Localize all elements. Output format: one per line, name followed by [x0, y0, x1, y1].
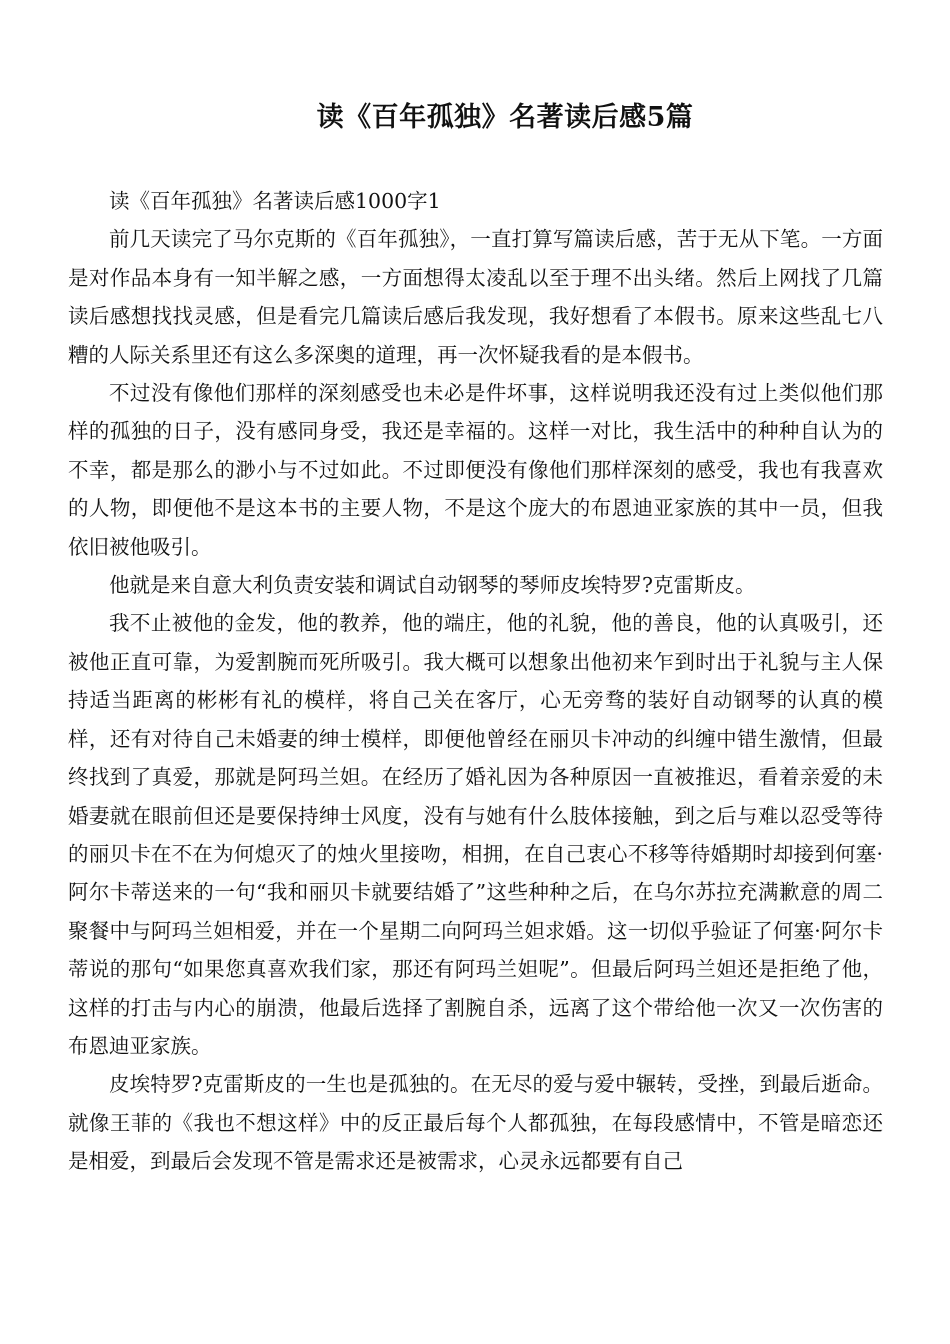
- document-body: [68, 182, 883, 1181]
- paragraph: 皮埃特罗?克雷斯皮的一生也是孤独的。在无尽的爱与爱中辗转，受挫，到最后逝命。就像王菲的《我也不想这样》中的反正最后每个人都孤独，在每段感情中，不管是暗恋还是相爱，到最后会发现不管是需求还是被需求，心灵永远都要有自己: [68, 1072, 883, 1174]
- document-title: 读《百年孤独》名著读后感5篇: [316, 102, 694, 133]
- paragraph: 我不止被他的金发，他的教养，他的端庄，他的礼貌，他的善良，他的认真吸引，还被他正直可靠，为爱割腕而死所吸引。我大概可以想象出他初来乍到时出于礼貌与主人保持适当距离的彬彬有礼的模样，将自己关在客厅，心无旁骛的装好自动钢琴的认真的模样，还有对待自己未婚妻的绅士模样，即便他曾经在丽贝卡冲动的纠缠中错生激情，但最终找到了真爱，那就是阿玛兰妲。在经历了婚礼因为各种原因一直被推迟，看着亲爱的未婚妻就在眼前但还是要保持绅士风度，没有与她有什么肢体接触，到之后与难以忍受等待的丽贝卡在不在为何熄灭了的烛火里接吻，相拥，在自己衷心不移等待婚期时却接到何塞·阿尔卡蒂送来的一句“我和丽贝卡就要结婚了”这些种种之后，在乌尔苏拉充满歉意的周二聚餐中与阿玛兰妲相爱，并在一个星期二向阿玛兰妲求婚。这一切似乎验证了何塞·阿尔卡蒂说的那句“如果您真喜欢我们家，那还有阿玛兰妲呢”。但最后阿玛兰妲还是拒绝了他，这样的打击与内心的崩溃，他最后选择了割腕自杀，远离了这个带给他一次又一次伤害的布恩迪亚家族。: [68, 611, 883, 1058]
- paragraph: 前几天读完了马尔克斯的《百年孤独》，一直打算写篇读后感，苦于无从下笔。一方面是对作品本身有一知半解之感，一方面想得太凌乱以至于理不出头绪。然后上网找了几篇读后感想找找灵感，但是看完几篇读后感后我发现，我好想看了本假书。原来这些乱七八糟的人际关系里还有这么多深奥的道理，再一次怀疑我看的是本假书。: [68, 227, 883, 367]
- paragraph: 他就是来自意大利负责安装和调试自动钢琴的琴师皮埃特罗?克雷斯皮。: [109, 573, 756, 598]
- section-heading: 读《百年孤独》名著读后感1000字1: [109, 189, 441, 213]
- paragraph: 不过没有像他们那样的深刻感受也未必是件坏事，这样说明我还没有过上类似他们那样的孤独的日子，没有感同身受，我还是幸福的。这样一对比，我生活中的种种自认为的不幸，都是那么的渺小与不过如此。不过即便没有像他们那样深刻的感受，我也有我喜欢的人物，即便他不是这本书的主要人物，不是这个庞大的布恩迪亚家族的其中一员，但我依旧被他吸引。: [68, 381, 883, 559]
